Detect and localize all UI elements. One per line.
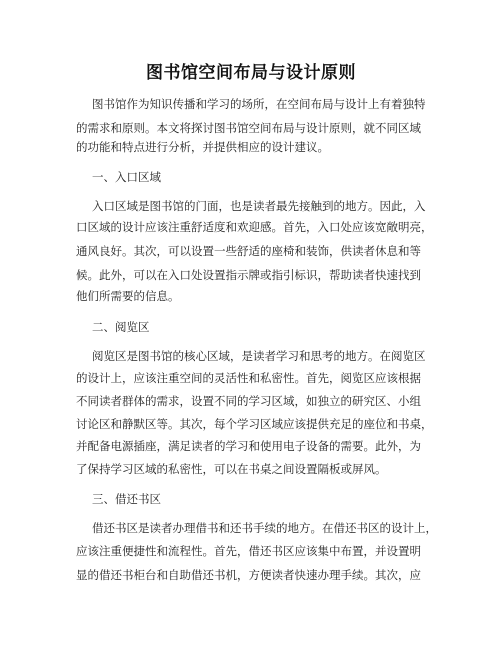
intro-line-3: 的功能和特点进行分析，并提供相应的设计建议。 xyxy=(76,140,329,154)
document-title: 图书馆空间布局与设计原则 xyxy=(146,63,356,83)
section-2-line-1: 阅览区是图书馆的核心区域，是读者学习和思考的地方。在阅览区 xyxy=(92,349,426,363)
section-3-line-3: 显的借还书柜台和自助借还书机，方便读者快速办理手续。其次，应 xyxy=(76,568,421,582)
section-2-line-2: 的设计上，应该注重空间的灵活性和私密性。首先，阅览区应该根据 xyxy=(76,371,421,385)
section-2-line-5: 并配备电源插座，满足读者的学习和使用电子设备的需要。此外，为 xyxy=(76,439,421,453)
section-1-line-4: 候。此外，可以在入口处设置指示牌或指引标识，帮助读者快速找到 xyxy=(76,268,421,282)
section-2-line-3: 不同读者群体的需求，设置不同的学习区域，如独立的研究区、小组 xyxy=(76,394,421,408)
section-heading-entrance: 一、入口区域 xyxy=(92,170,161,184)
section-1-line-5: 他们所需要的信息。 xyxy=(76,289,180,303)
section-3-line-1: 借还书区是读者办理借书和还书手续的地方。在借还书区的设计上， xyxy=(92,521,437,535)
section-1-line-2: 口区域的设计应该注重舒适度和欢迎感。首先，入口处应该宽敞明亮， xyxy=(76,220,433,234)
section-1-line-1: 入口区域是图书馆的门面，也是读者最先接触到的地方。因此，入 xyxy=(92,199,426,213)
section-heading-reading: 二、阅览区 xyxy=(92,320,150,334)
section-heading-circulation: 三、借还书区 xyxy=(92,492,161,506)
section-2-line-4: 讨论区和静默区等。其次，每个学习区域应该提供充足的座位和书桌， xyxy=(76,417,433,431)
intro-line-2: 的需求和原则。本文将探讨图书馆空间布局与设计原则，就不同区域 xyxy=(76,121,421,135)
section-1-line-3: 通风良好。其次，可以设置一些舒适的座椅和装饰，供读者休息和等 xyxy=(76,244,421,258)
section-3-line-2: 应该注重便捷性和流程性。首先，借还书区应该集中布置，并设置明 xyxy=(76,544,421,558)
section-2-line-6: 了保持学习区域的私密性，可以在书桌之间设置隔板或屏风。 xyxy=(76,462,387,476)
intro-line-1: 图书馆作为知识传播和学习的场所，在空间布局与设计上有着独特 xyxy=(92,97,426,111)
